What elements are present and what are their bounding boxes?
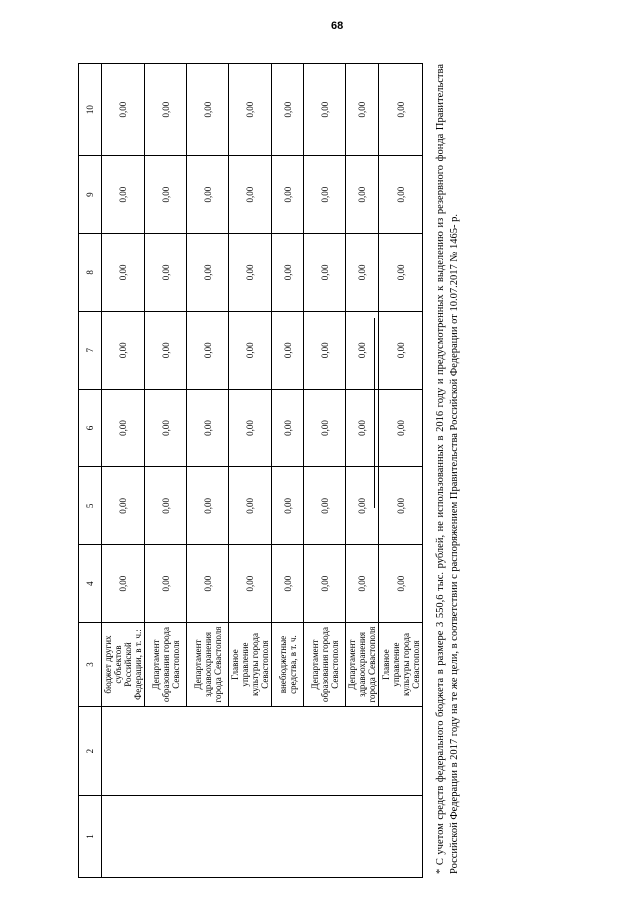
table-cell: 0,00 [346,389,379,467]
row-label: Департамент образования города Севастополя [145,623,187,707]
table-cell-empty [229,707,272,796]
column-header: 7 [79,311,102,389]
table-cell: 0,00 [229,156,272,234]
table-cell: 0,00 [187,467,229,545]
row-label: Департамент здравоохранения города Севастополя [346,623,379,707]
table-cell: 0,00 [102,234,145,312]
table-cell: 0,00 [272,234,304,312]
table-cell: 0,00 [379,64,423,156]
table-cell: 0,00 [272,545,304,623]
table-cell: 0,00 [272,311,304,389]
footnote-separator [374,318,375,508]
table-cell: 0,00 [229,467,272,545]
table-cell: 0,00 [102,389,145,467]
table-cell: 0,00 [379,545,423,623]
row-label: бюджет других субъектов Российской Федерации, в т. ч.: [102,623,145,707]
table-cell-empty [187,796,229,878]
table-cell: 0,00 [145,467,187,545]
table-cell-empty [379,707,423,796]
table-row [145,64,187,878]
table-cell: 0,00 [346,467,379,545]
table-cell: 0,00 [102,64,145,156]
table-cell: 0,00 [346,234,379,312]
table-row [304,64,346,878]
table-cell-empty [145,707,187,796]
table-cell-empty [346,796,379,878]
column-header: 10 [79,64,102,156]
table-cell: 0,00 [187,64,229,156]
table-row [272,64,304,878]
table-cell-empty [187,707,229,796]
table-cell: 0,00 [304,156,346,234]
table-row [229,64,272,878]
rotated-content [78,63,483,878]
table-cell: 0,00 [145,311,187,389]
table-cell: 0,00 [272,64,304,156]
row-label: Главное управление культуры города Севастополя [229,623,272,707]
table-cell: 0,00 [229,64,272,156]
table-cell: 0,00 [187,234,229,312]
table-cell: 0,00 [229,545,272,623]
table-cell: 0,00 [379,467,423,545]
table-cell: 0,00 [304,389,346,467]
table-cell-empty [304,707,346,796]
table-cell: 0,00 [304,64,346,156]
row-label: внебюджетные средства, в т. ч. [272,623,304,707]
column-header: 1 [79,796,102,878]
table-cell: 0,00 [346,545,379,623]
table-cell: 0,00 [346,156,379,234]
table-cell: 0,00 [304,545,346,623]
column-header: 3 [79,623,102,707]
budget-table [78,63,423,878]
table-cell-empty [145,796,187,878]
table-cell-empty [102,796,145,878]
table-cell: 0,00 [187,545,229,623]
table-row [102,64,145,878]
table-cell: 0,00 [346,64,379,156]
table-cell: 0,00 [145,545,187,623]
table-cell-empty [346,707,379,796]
row-label: Департамент образования города Севастополя [304,623,346,707]
table-row [379,64,423,878]
table-cell: 0,00 [304,467,346,545]
table-cell: 0,00 [145,234,187,312]
table-cell: 0,00 [304,234,346,312]
table-cell: 0,00 [102,545,145,623]
table-cell-empty [272,796,304,878]
row-label: Главное управление культуры города Севастополя [379,623,423,707]
column-header: 6 [79,389,102,467]
table-cell: 0,00 [229,234,272,312]
table-cell: 0,00 [187,156,229,234]
table-cell: 0,00 [272,156,304,234]
table-cell: 0,00 [379,234,423,312]
table-cell: 0,00 [187,389,229,467]
column-header: 5 [79,467,102,545]
column-header: 4 [79,545,102,623]
table-cell-empty [379,796,423,878]
table-cell: 0,00 [229,311,272,389]
table-header-row [79,64,102,878]
table-cell-empty [272,707,304,796]
table-cell: 0,00 [145,156,187,234]
column-header: 9 [79,156,102,234]
table-cell: 0,00 [304,311,346,389]
table-cell: 0,00 [272,467,304,545]
column-header: 8 [79,234,102,312]
table-cell: 0,00 [145,389,187,467]
table-cell: 0,00 [346,311,379,389]
table-cell: 0,00 [102,311,145,389]
table-cell: 0,00 [379,156,423,234]
table-cell-empty [102,707,145,796]
table-cell: 0,00 [379,389,423,467]
table-row [187,64,229,878]
page-number: 68 [331,20,344,32]
table-cell: 0,00 [272,389,304,467]
table-cell: 0,00 [145,64,187,156]
table-cell-empty [229,796,272,878]
table-cell: 0,00 [229,389,272,467]
footnote: * С учетом средств федерального бюджета в размере 3 550,6 тыс. рублей, не использованных в 2016 году и предусмотренных к выделению из резервного фонда Правительства Российской Федерации в 2017 году на те же цели, в соответствии с распоряжением Правительства Российской Федерации от 10.07.2017 № 1465- р. [435,64,460,874]
table-cell-empty [304,796,346,878]
table-cell: 0,00 [379,311,423,389]
column-header: 2 [79,707,102,796]
row-label: Департамент здравоохранения города Севастополя [187,623,229,707]
table-cell: 0,00 [102,156,145,234]
table-cell: 0,00 [187,311,229,389]
table-cell: 0,00 [102,467,145,545]
